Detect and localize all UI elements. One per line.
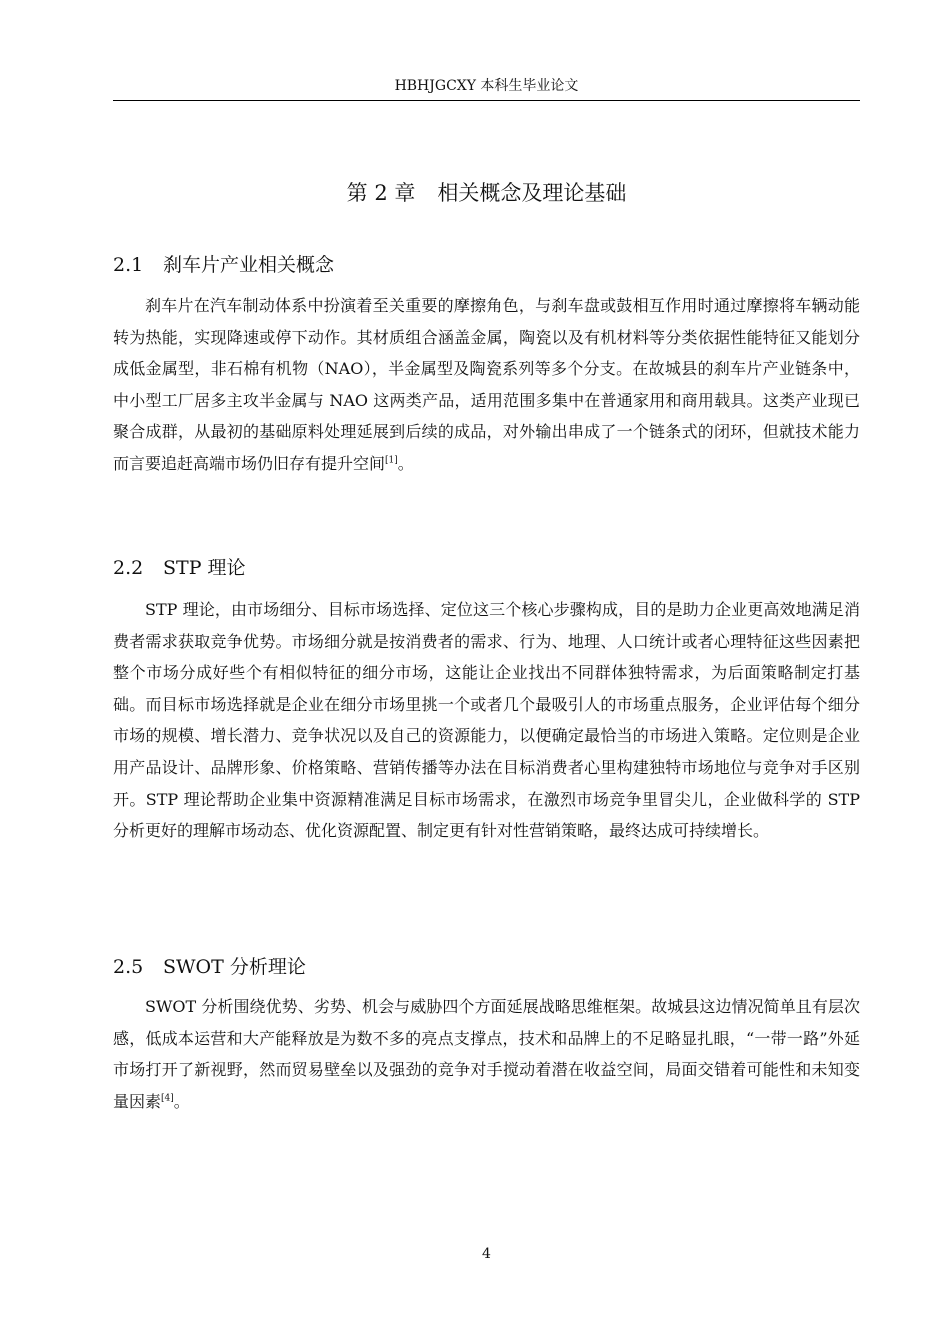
section-number: 2.1 bbox=[113, 254, 144, 276]
header-rule bbox=[113, 100, 860, 101]
section-title: SWOT 分析理论 bbox=[163, 956, 306, 978]
section-heading-2-5 bbox=[113, 954, 306, 980]
chapter-number: 第 2 章 bbox=[346, 181, 416, 205]
section-heading-2-2 bbox=[113, 555, 246, 581]
chapter-title: 相关概念及理论基础 bbox=[437, 181, 627, 205]
section-body-2-2 bbox=[113, 594, 860, 847]
body-text: 刹车片在汽车制动体系中扮演着至关重要的摩擦角色，与刹车盘或鼓相互作用时通过摩擦将车辆动能转为热能，实现降速或停下动作。其材质组合涵盖金属，陶瓷以及有机材料等分类依据性能特征又能划分成低金属型，非石棉有机物（NAO），半金属型及陶瓷系列等多个分支。在故城县的刹车片产业链条中，中小型工厂居多主攻半金属与 NAO 这两类产品，适用范围多集中在普通家用和商用载具。这类产业现已聚合成群，从最初的基础原料处理延展到后续的成品，对外输出串成了一个链条式的闭环，但就技术能力而言要追赶高端市场仍旧存有提升空间 bbox=[113, 296, 860, 473]
section-body-2-5 bbox=[113, 991, 860, 1117]
section-heading-2-1 bbox=[113, 252, 334, 278]
section-title: STP 理论 bbox=[163, 557, 246, 579]
section-number: 2.5 bbox=[113, 956, 144, 978]
body-end: 。 bbox=[397, 453, 414, 473]
citation-ref: [1] bbox=[385, 455, 398, 466]
body-text: STP 理论，由市场细分、目标市场选择、定位这三个核心步骤构成，目的是助力企业更高效地满足消费者需求获取竞争优势。市场细分就是按消费者的需求、行为、地理、人口统计或者心理特征这些因素把整个市场分成好些个有相似特征的细分市场，这能让企业找出不同群体独特需求，为后面策略制定打基础。而目标市场选择就是企业在细分市场里挑一个或者几个最吸引人的市场重点服务，企业评估每个细分市场的规模、增长潜力、竞争状况以及自己的资源能力，以便确定最恰当的市场进入策略。定位则是企业用产品设计、品牌形象、价格策略、营销传播等办法在目标消费者心里构建独特市场地位与竞争对手区别开。STP 理论帮助企业集中资源精准满足目标市场需求，在激烈市场竞争里冒尖儿，企业做科学的 STP 分析更好的理解市场动态、优化资源配置、制定更有针对性营销策略，最终达成可持续增长。 bbox=[113, 600, 860, 841]
body-text: SWOT 分析围绕优势、劣势、机会与威胁四个方面延展战略思维框架。故城县这边情况简单且有层次感，低成本运营和大产能释放是为数不多的亮点支撑点，技术和品牌上的不足略显扎眼，“一带一路”外延市场打开了新视野，然而贸易壁垒以及强劲的竞争对手搅动着潜在收益空间，局面交错着可能性和未知变量因素 bbox=[113, 997, 860, 1111]
chapter-heading bbox=[113, 178, 860, 208]
citation-ref: [4] bbox=[161, 1093, 174, 1104]
section-number: 2.2 bbox=[113, 557, 144, 579]
section-body-2-1 bbox=[113, 290, 860, 480]
page-header: HBHJGCXY 本科生毕业论文 bbox=[394, 78, 579, 94]
body-end: 。 bbox=[173, 1091, 190, 1111]
page-number: 4 bbox=[482, 1246, 491, 1262]
section-title: 刹车片产业相关概念 bbox=[163, 254, 335, 276]
